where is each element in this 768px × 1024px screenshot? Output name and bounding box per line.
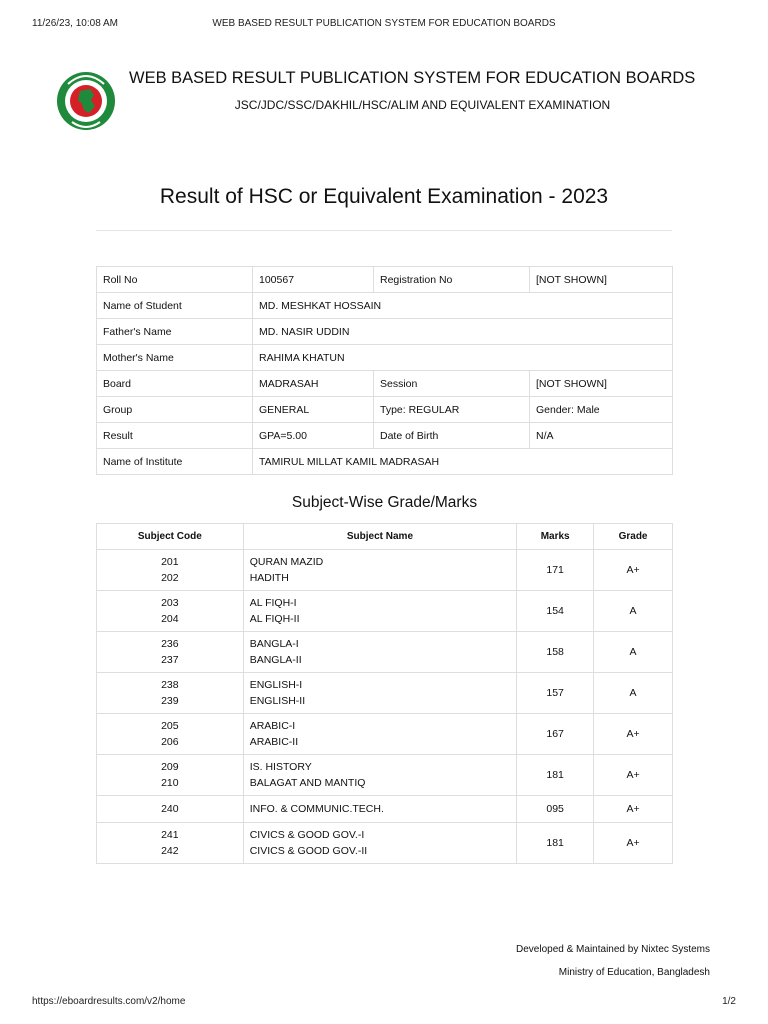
board-value: MADRASAH xyxy=(253,371,374,397)
table-row xyxy=(97,371,673,397)
board-label: Board xyxy=(97,371,253,397)
subject-marks: 095 xyxy=(517,796,594,823)
subject-grade: A+ xyxy=(594,823,673,864)
subject-name: QURAN MAZID HADITH xyxy=(243,550,517,591)
mother-name-value: RAHIMA KHATUN xyxy=(253,345,673,371)
print-footer xyxy=(32,996,736,1010)
group-value: GENERAL xyxy=(253,397,374,423)
print-datetime: 11/26/23, 10:08 AM xyxy=(32,18,118,29)
subject-code: 203 204 xyxy=(97,591,244,632)
subject-marks: 171 xyxy=(517,550,594,591)
gender-value: Gender: Male xyxy=(530,397,673,423)
subject-name: BANGLA-I BANGLA-II xyxy=(243,632,517,673)
table-row xyxy=(97,345,673,371)
institute-value: TAMIRUL MILLAT KAMIL MADRASAH xyxy=(253,449,673,475)
marks-header: Marks xyxy=(517,524,594,550)
subject-marks-table xyxy=(96,523,673,864)
result-label: Result xyxy=(97,423,253,449)
subject-name: IS. HISTORY BALAGAT AND MANTIQ xyxy=(243,755,517,796)
table-row xyxy=(97,755,673,796)
subject-grade: A xyxy=(594,591,673,632)
site-header xyxy=(56,62,716,142)
subject-grade: A xyxy=(594,673,673,714)
dob-value: N/A xyxy=(530,423,673,449)
table-row xyxy=(97,267,673,293)
print-page-title: WEB BASED RESULT PUBLICATION SYSTEM FOR EDUCATION BOARDS xyxy=(212,18,556,29)
subject-name: ARABIC-I ARABIC-II xyxy=(243,714,517,755)
subject-marks: 167 xyxy=(517,714,594,755)
subject-grade: A+ xyxy=(594,714,673,755)
grade-header: Grade xyxy=(594,524,673,550)
subject-name: ENGLISH-I ENGLISH-II xyxy=(243,673,517,714)
divider xyxy=(96,230,672,231)
group-label: Group xyxy=(97,397,253,423)
table-row xyxy=(97,673,673,714)
subject-name-header: Subject Name xyxy=(243,524,517,550)
student-name-label: Name of Student xyxy=(97,293,253,319)
subject-code: 236 237 xyxy=(97,632,244,673)
site-title: WEB BASED RESULT PUBLICATION SYSTEM FOR EDUCATION BOARDS xyxy=(129,69,696,87)
student-name-value: MD. MESHKAT HOSSAIN xyxy=(253,293,673,319)
subject-code: 240 xyxy=(97,796,244,823)
subject-grade: A xyxy=(594,632,673,673)
table-row xyxy=(97,550,673,591)
subject-name: AL FIQH-I AL FIQH-II xyxy=(243,591,517,632)
table-row xyxy=(97,714,673,755)
table-row xyxy=(97,397,673,423)
result-value: GPA=5.00 xyxy=(253,423,374,449)
ministry-credit: Ministry of Education, Bangladesh xyxy=(558,967,710,978)
subject-grade: A+ xyxy=(594,755,673,796)
table-header-row xyxy=(97,524,673,550)
session-label: Session xyxy=(374,371,530,397)
result-title: Result of HSC or Equivalent Examination - 2023 xyxy=(159,185,609,208)
subject-code: 241 242 xyxy=(97,823,244,864)
subject-code-header: Subject Code xyxy=(97,524,244,550)
table-row xyxy=(97,591,673,632)
father-name-value: MD. NASIR UDDIN xyxy=(253,319,673,345)
father-name-label: Father's Name xyxy=(97,319,253,345)
subject-grade: A+ xyxy=(594,796,673,823)
site-subtitle: JSC/JDC/SSC/DAKHIL/HSC/ALIM AND EQUIVALENT EXAMINATION xyxy=(234,98,611,112)
page-number: 1/2 xyxy=(722,996,736,1007)
page-url: https://eboardresults.com/v2/home xyxy=(32,996,186,1007)
print-header xyxy=(32,18,736,32)
subject-code: 238 239 xyxy=(97,673,244,714)
subject-marks: 181 xyxy=(517,755,594,796)
roll-value: 100567 xyxy=(253,267,374,293)
developer-credit: Developed & Maintained by Nixtec Systems xyxy=(516,944,710,955)
table-row xyxy=(97,423,673,449)
table-row xyxy=(97,796,673,823)
subject-marks: 157 xyxy=(517,673,594,714)
subject-code: 201 202 xyxy=(97,550,244,591)
table-row xyxy=(97,823,673,864)
table-row xyxy=(97,319,673,345)
mother-name-label: Mother's Name xyxy=(97,345,253,371)
subject-name: INFO. & COMMUNIC.TECH. xyxy=(243,796,517,823)
registration-value: [NOT SHOWN] xyxy=(530,267,673,293)
subject-grade: A+ xyxy=(594,550,673,591)
subjects-heading: Subject-Wise Grade/Marks xyxy=(291,494,478,511)
session-value: [NOT SHOWN] xyxy=(530,371,673,397)
type-value: Type: REGULAR xyxy=(374,397,530,423)
subject-marks: 181 xyxy=(517,823,594,864)
table-row xyxy=(97,632,673,673)
student-info-table xyxy=(96,266,673,475)
table-row xyxy=(97,449,673,475)
subject-name: CIVICS & GOOD GOV.-I CIVICS & GOOD GOV.-II xyxy=(243,823,517,864)
roll-label: Roll No xyxy=(97,267,253,293)
subject-marks: 154 xyxy=(517,591,594,632)
subject-code: 205 206 xyxy=(97,714,244,755)
institute-label: Name of Institute xyxy=(97,449,253,475)
subject-marks: 158 xyxy=(517,632,594,673)
table-row xyxy=(97,293,673,319)
registration-label: Registration No xyxy=(374,267,530,293)
subject-code: 209 210 xyxy=(97,755,244,796)
dob-label: Date of Birth xyxy=(374,423,530,449)
